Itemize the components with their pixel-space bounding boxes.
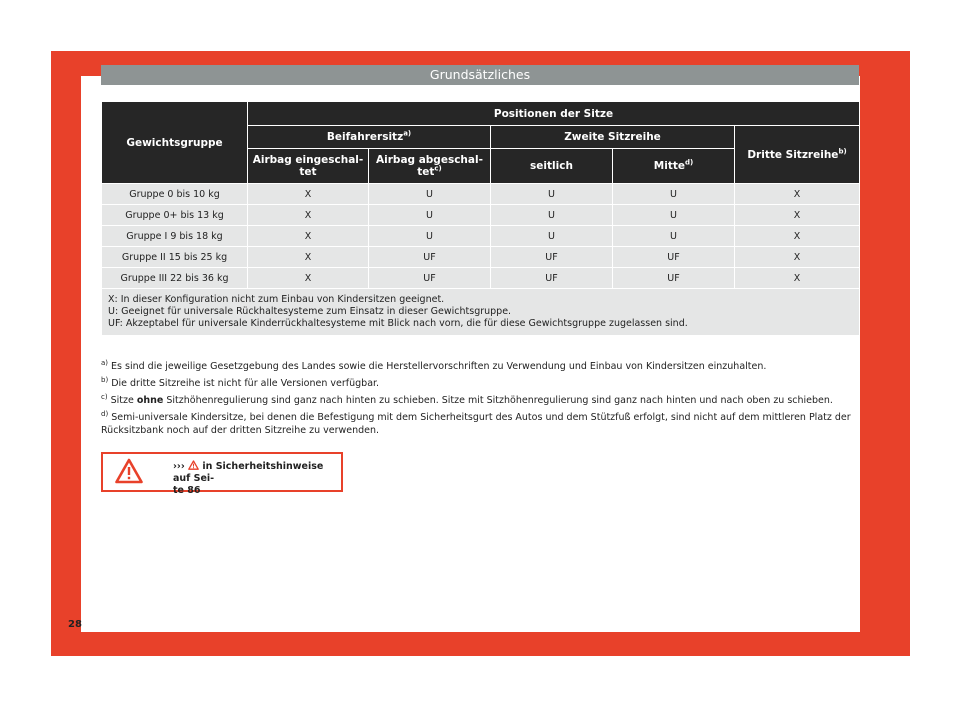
suitability-cell: UF [491,268,613,289]
suitability-cell: X [735,247,860,268]
table-row [102,205,860,226]
table-row [102,226,860,247]
suitability-cell: X [248,226,369,247]
suitability-cell: UF [613,247,735,268]
suitability-cell: U [491,205,613,226]
suitability-cell: UF [369,268,491,289]
table-row [102,184,860,205]
more-arrows: ››› [173,461,185,472]
table-legend [102,289,860,336]
suitability-cell: X [735,226,860,247]
page-number: 28 [68,619,82,630]
header-second-row: Zweite Sitzreihe [491,126,735,149]
weight-group-cell: Gruppe II 15 bis 25 kg [102,247,248,268]
safety-warning-box [101,452,343,496]
safety-warning-link[interactable]: ››› in Sicherheitshinweise auf Sei- te 86 [173,461,324,496]
header-seat-positions: Positionen der Sitze [248,102,860,126]
suitability-cell: U [369,205,491,226]
footnotes [101,360,859,441]
suitability-cell: UF [613,268,735,289]
header-middle: Mitte$^{d)}$ [613,149,735,184]
weight-group-cell: Gruppe 0 bis 10 kg [102,184,248,205]
suitability-cell: U [369,226,491,247]
suitability-cell: X [735,268,860,289]
header-passenger-seat: Beifahrersitz$^{a)}$ [248,126,491,149]
legend-x: X: In dieser Konfiguration nicht zum Einbau von Kindersitzen geeignet. [108,294,445,305]
table-row [102,268,860,289]
header-airbag-on: Airbag eingeschal- tet [248,149,369,184]
footnote-c: $^{c)}$ Sitze ohne Sitzhöhenregulierung sind ganz nach hinten zu schieben. Sitze mit Sitzhöhenregulierung sind ganz nach hinten und nach oben zu schieben. [101,392,833,406]
header-airbag-off: Airbag abgeschal- tet$^{c)}$ [369,149,491,184]
footnote-b: $^{b)}$ Die dritte Sitzreihe ist nicht für alle Versionen verfügbar. [101,375,380,389]
suitability-cell: X [248,247,369,268]
weight-group-cell: Gruppe III 22 bis 36 kg [102,268,248,289]
warning-triangle-icon [115,458,143,484]
suitability-cell: X [248,184,369,205]
suitability-cell: X [248,268,369,289]
child-seat-table [101,101,860,336]
suitability-cell: U [491,184,613,205]
suitability-cell: U [613,226,735,247]
weight-group-cell: Gruppe 0+ bis 13 kg [102,205,248,226]
suitability-cell: UF [491,247,613,268]
suitability-cell: X [735,184,860,205]
section-header: Grundsätzliches [101,65,859,85]
suitability-cell: U [369,184,491,205]
weight-group-cell: Gruppe I 9 bis 18 kg [102,226,248,247]
suitability-cell: UF [369,247,491,268]
header-weight-group: Gewichtsgruppe [102,102,248,184]
suitability-cell: U [613,184,735,205]
suitability-cell: U [613,205,735,226]
legend-u: U: Geeignet für universale Rückhaltesysteme zum Einsatz in dieser Gewichtsgruppe. [108,306,512,317]
small-warning-icon [188,460,199,470]
footnote-a: $^{a)}$ Es sind die jeweilige Gesetzgebung des Landes sowie die Herstellervorschriften zu Verwendung und Einbau von Kindersitzen einzuhalten. [101,358,767,372]
suitability-cell: X [735,205,860,226]
suitability-cell: X [248,205,369,226]
header-third-row: Dritte Sitzreihe$^{b)}$ [735,126,860,184]
suitability-cell: U [491,226,613,247]
legend-uf: UF: Akzeptabel für universale Kinderrückhaltesysteme mit Blick nach vorn, die für diese Gewichtsgruppe zugelassen sind. [108,318,688,329]
table-row [102,247,860,268]
header-side: seitlich [491,149,613,184]
footnote-d: $^{d)}$ Semi-universale Kindersitze, bei denen die Befestigung mit dem Sicherheitsgurt des Autos und dem Stützfuß erfolgt, sind nicht auf dem mittleren Platz der Rücksitzbank noch auf der dritten Sitzreihe zu verwenden. [101,409,851,436]
